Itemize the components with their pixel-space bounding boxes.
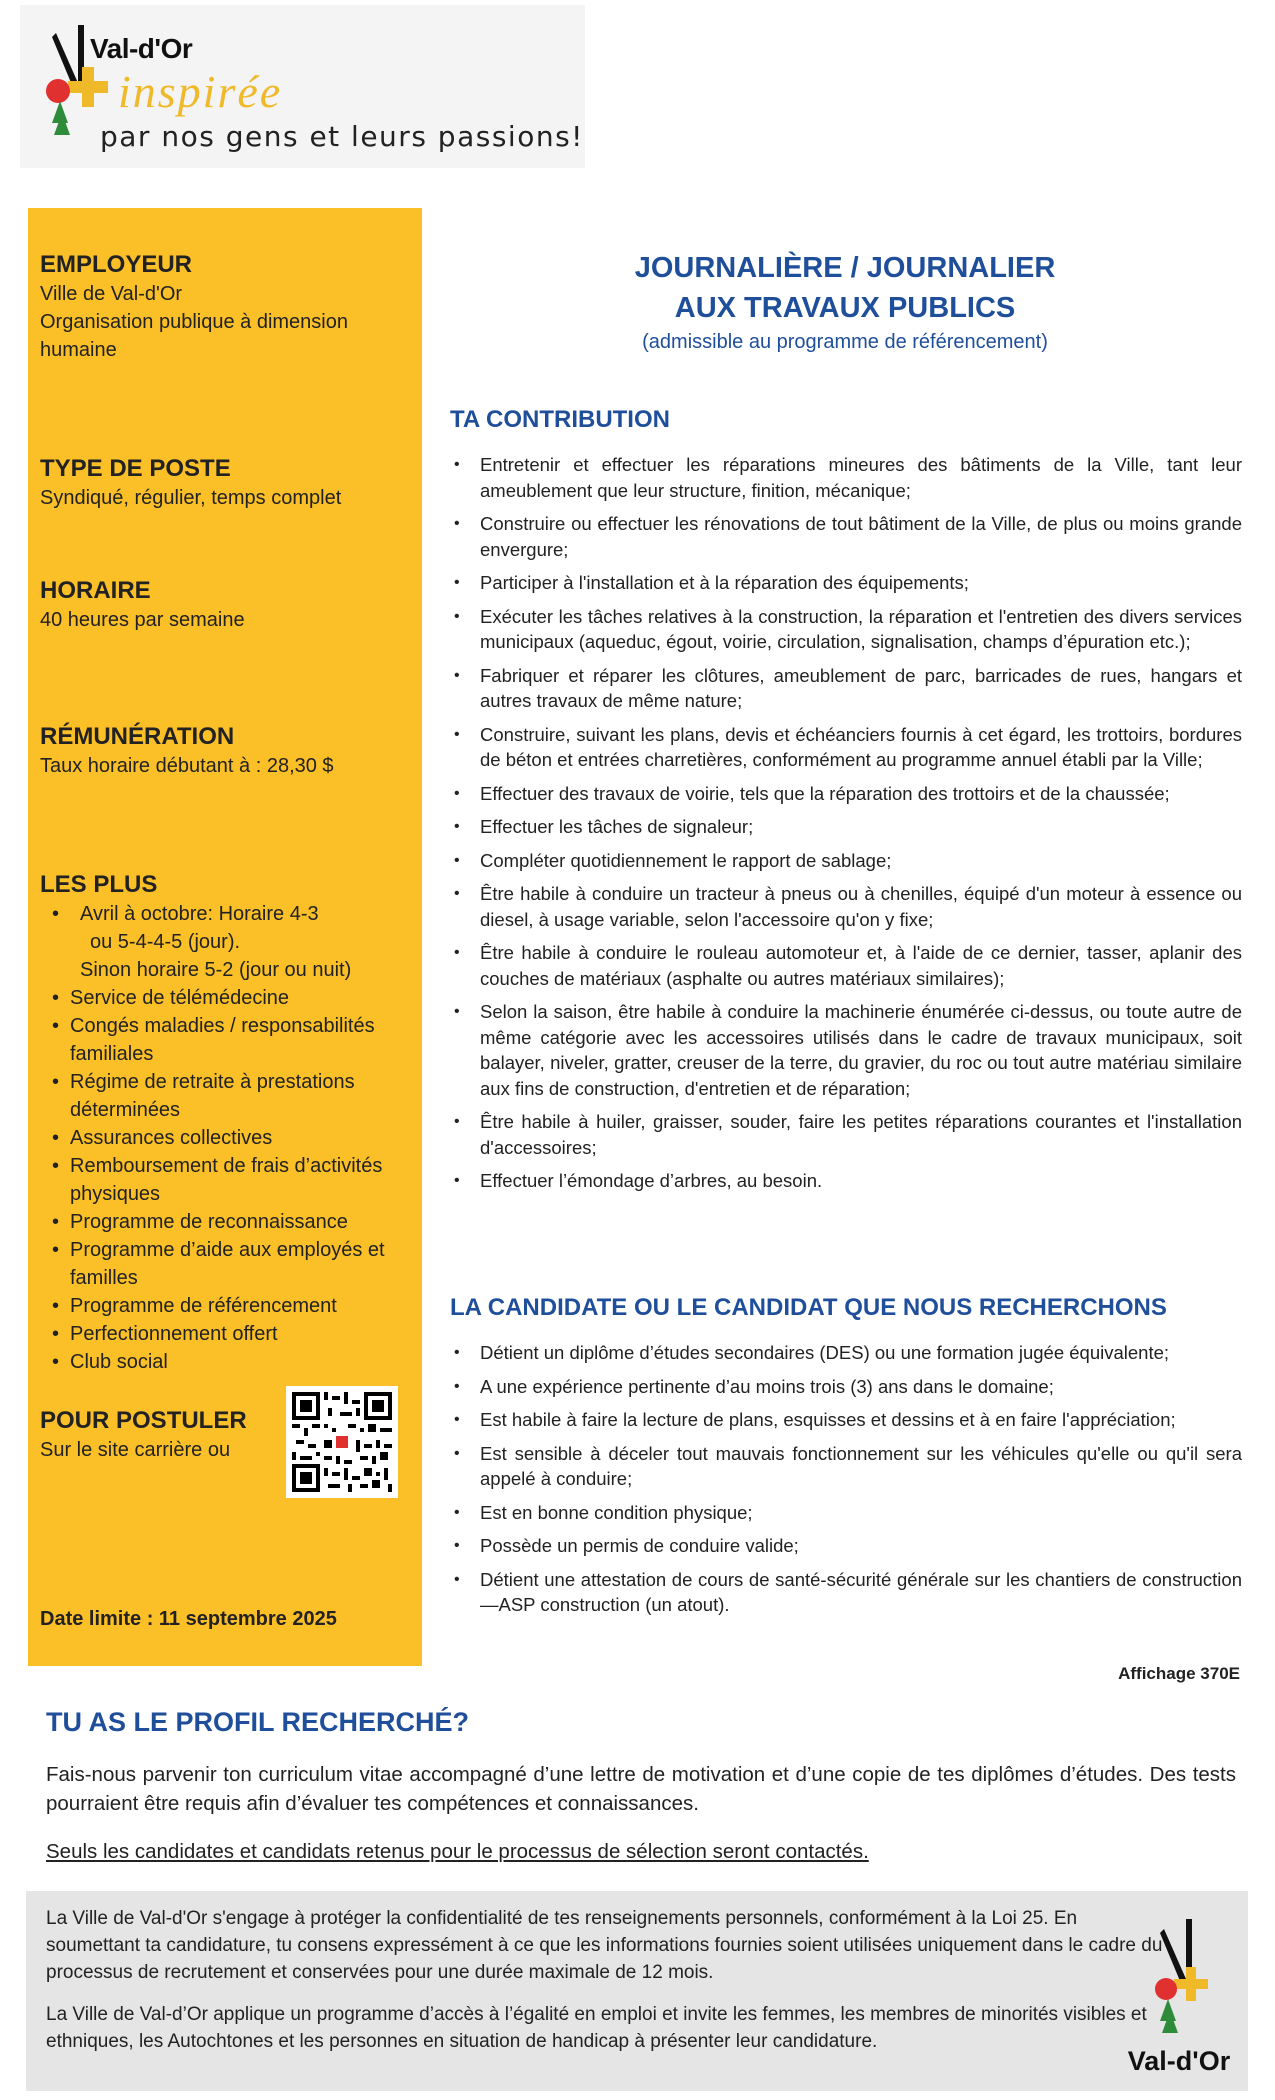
list-item: • Congés maladies / responsabilités familiales xyxy=(50,1012,410,1068)
perk-schedule-sub: ou 5-4-4-5 (jour). xyxy=(90,931,241,953)
profile-text: Fais-nous parvenir ton curriculum vitae accompagné d’une lettre de motivation et d’une copie de tes diplômes d’études. Des tests pourraient être requis afin d’évaluer tes compétences et connaissances. xyxy=(46,1763,1236,1815)
list-item: • Fabriquer et réparer les clôtures, ameublement de parc, barricades de rues, hangars et autres travaux de même nature; xyxy=(450,663,1242,714)
list-item: • Est habile à faire la lecture de plans, esquisses et dessins et à en faire l'appréciation; xyxy=(450,1407,1242,1433)
apply-section xyxy=(40,1406,410,1464)
list-item: • Effectuer les tâches de signaleur; xyxy=(450,814,1242,840)
list-item: • Être habile à conduire le rouleau automoteur et, à l'aide de ce dernier, tasser, aplanir des couches de matériaux (asphalte ou autres matériaux similaires); xyxy=(450,940,1242,991)
qr-code-icon xyxy=(292,1392,392,1492)
deadline-section xyxy=(40,1608,410,1631)
job-type-section xyxy=(40,454,410,512)
footer-logo xyxy=(1124,1917,1234,2077)
list-item: • Remboursement de frais d’activités physiques xyxy=(50,1152,410,1208)
qr-code[interactable] xyxy=(286,1386,398,1498)
info-sidebar xyxy=(28,208,422,1666)
list-item: • Perfectionnement offert xyxy=(50,1320,410,1348)
job-subtitle: (admissible au programme de référencement) xyxy=(642,331,1048,353)
contribution-list xyxy=(450,452,1242,1202)
perk-schedule-text: Avril à octobre: Horaire 4-3 xyxy=(80,903,319,925)
perks-heading: LES PLUS xyxy=(40,871,158,898)
employer-section xyxy=(40,250,410,364)
pay-heading: RÉMUNÉRATION xyxy=(40,723,235,750)
list-item: • Possède un permis de conduire valide; xyxy=(450,1533,1242,1559)
schedule-text: 40 heures par semaine xyxy=(40,609,245,631)
job-title-block xyxy=(450,248,1240,356)
job-type-text: Syndiqué, régulier, temps complet xyxy=(40,487,342,509)
employer-line: Organisation publique à dimension xyxy=(40,311,348,333)
logo-tagline: par nos gens et leurs passions! xyxy=(100,120,584,153)
perks-list xyxy=(50,900,410,928)
list-item: • Effectuer des travaux de voirie, tels que la réparation des trottoirs et de la chaussée; xyxy=(450,781,1242,807)
employer-line: humaine xyxy=(40,339,117,361)
profile-note: Seuls les candidates et candidats retenus pour le processus de sélection seront contactés. xyxy=(46,1840,869,1863)
candidate-list xyxy=(450,1340,1242,1626)
apply-heading: POUR POSTULER xyxy=(40,1407,247,1434)
list-item: • Compléter quotidiennement le rapport de sablage; xyxy=(450,848,1242,874)
list-item: • Programme d’aide aux employés et familles xyxy=(50,1236,410,1292)
privacy-text: La Ville de Val-d'Or s'engage à protéger la confidentialité de tes renseignements personnels, conformément à la Loi 25. En soumettant ta candidature, tu consens expressément à ce que les informations fournies soient utilisées uniquement dans le cadre du processus de recrutement et conservées pour une durée maximale de 12 mois. xyxy=(46,1908,1163,1983)
job-title-line2: AUX TRAVAUX PUBLICS xyxy=(674,292,1016,324)
logo-inspiree: inspirée xyxy=(118,66,283,117)
list-item: • Est en bonne condition physique; xyxy=(450,1500,1242,1526)
candidate-heading: LA CANDIDATE OU LE CANDIDAT QUE NOUS RECHERCHONS xyxy=(450,1294,1167,1321)
list-item: • Être habile à huiler, graisser, souder, faire les petites réparations courantes et l'installation d'accessoires; xyxy=(450,1109,1242,1160)
pay-section xyxy=(40,722,410,780)
list-item: • Régime de retraite à prestations déterminées xyxy=(50,1068,410,1124)
employer-heading: EMPLOYEUR xyxy=(40,251,193,278)
list-item: • Selon la saison, être habile à conduire la machinerie énumérée ci-dessus, ou toute autre de même catégorie avec les accessoires utilisés dans le cadre de travaux municipaux, soit balayer, niveler, gratter, creuser de la terre, du gravier, du roc ou tout autre matériau similaire aux fins de construction, d'entretien et de réparation; xyxy=(450,999,1242,1101)
list-item: • Assurances collectives xyxy=(50,1124,410,1152)
footer-logo-text: Val-d'Or xyxy=(1127,2046,1231,2076)
list-item: • Effectuer l’émondage d’arbres, au besoin. xyxy=(450,1168,1242,1194)
list-item: • A une expérience pertinente d’au moins trois (3) ans dans le domaine; xyxy=(450,1374,1242,1400)
list-item: • Club social xyxy=(50,1348,410,1376)
perk-schedule-sub: Sinon horaire 5-2 (jour ou nuit) xyxy=(80,959,352,981)
schedule-heading: HORAIRE xyxy=(40,577,151,604)
list-item: • Programme de reconnaissance xyxy=(50,1208,410,1236)
header-logo xyxy=(20,5,585,168)
footer-notice xyxy=(26,1891,1248,2091)
list-item: • Exécuter les tâches relatives à la construction, la réparation et l'entretien des divers services municipaux (aqueduc, égout, voirie, circulation, signalisation, champs d’épuration etc.); xyxy=(450,604,1242,655)
list-item: • Participer à l'installation et à la réparation des équipements; xyxy=(450,570,1242,596)
apply-text: Sur le site carrière ou xyxy=(40,1439,231,1461)
employer-line: Ville de Val-d'Or xyxy=(40,283,183,305)
posting-number: Affichage 370E xyxy=(1118,1664,1240,1683)
contribution-heading: TA CONTRIBUTION xyxy=(450,406,670,433)
profile-heading: TU AS LE PROFIL RECHERCHÉ? xyxy=(46,1707,470,1737)
perks-list-rest xyxy=(50,984,410,1376)
list-item: • Entretenir et effectuer les réparations mineures des bâtiments de la Ville, tant leur ameublement que leur structure, finition, mécanique; xyxy=(450,452,1242,503)
schedule-section xyxy=(40,576,410,634)
equality-text: La Ville de Val-d’Or applique un programme d’accès à l’égalité en emploi et invite les femmes, les membres de minorités visibles et ethniques, les Autochtones et les personnes en situation de handicap à présenter leur candidature. xyxy=(46,2004,1147,2052)
list-item: • Service de télémédecine xyxy=(50,984,410,1012)
list-item: • Construire, suivant les plans, devis et échéanciers fournis à cet égard, les trottoirs, bordures de béton et entrées charretières, conformément au programme annuel établi par la Ville; xyxy=(450,722,1242,773)
pay-text: Taux horaire débutant à : 28,30 $ xyxy=(40,755,334,777)
val-dor-emblem-icon xyxy=(1124,1917,1234,2037)
list-item: • Détient un diplôme d’études secondaires (DES) ou une formation jugée équivalente; xyxy=(450,1340,1242,1366)
list-item: • Être habile à conduire un tracteur à pneus ou à chenilles, équipé d'un moteur à essence ou diesel, à usage variable, selon l'accessoire qu'on y fixe; xyxy=(450,881,1242,932)
perk-item xyxy=(50,900,410,928)
list-item: • Construire ou effectuer les rénovations de tout bâtiment de la Ville, de plus ou moins grande envergure; xyxy=(450,511,1242,562)
list-item: • Programme de référencement xyxy=(50,1292,410,1320)
job-title-line1: JOURNALIÈRE / JOURNALIER xyxy=(634,252,1056,284)
logo-brand-name: Val-d'Or xyxy=(90,33,193,64)
list-item: • Est sensible à déceler tout mauvais fonctionnement sur les véhicules qu'elle ou qu'il sera appelé à conduire; xyxy=(450,1441,1242,1492)
deadline-text: Date limite : 11 septembre 2025 xyxy=(40,1608,337,1630)
job-type-heading: TYPE DE POSTE xyxy=(40,455,231,482)
list-item: • Détient une attestation de cours de santé-sécurité générale sur les chantiers de construction—ASP construction (un atout). xyxy=(450,1567,1242,1618)
perks-section xyxy=(40,870,410,1376)
